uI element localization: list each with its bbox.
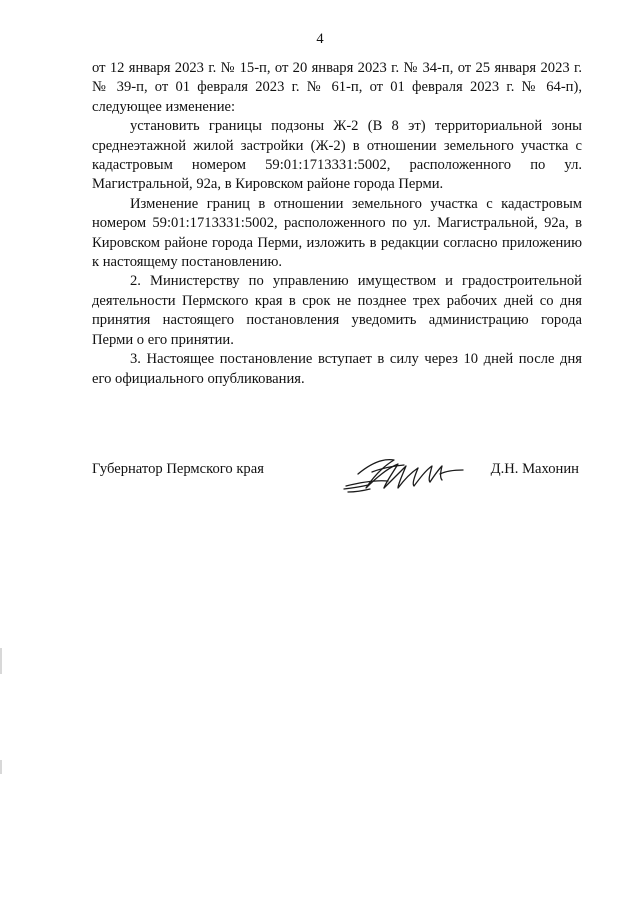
signatory-title: Губернатор Пермского края (92, 461, 264, 477)
scan-edge-mark (0, 648, 2, 674)
paragraph-boundary-amendment: Изменение границ в отношении земельного участка с кадастровым номером 59:01:1713331:5002, расположенного по ул. Магистральной, 92а, в Кировском районе города Перми, изложить в редакции согласно приложению к настоящему постановлению. (92, 195, 582, 271)
paragraph-ministry-notice: 2. Министерству по управлению имуществом и градостроительной деятельности Пермского края в срок не позднее трех рабочих дней со дня принятия настоящего постановления уведомить администрацию города Перми о его принятии. (92, 273, 582, 348)
signatory-name: Д.Н. Махонин (490, 461, 579, 477)
handwritten-signature (342, 452, 467, 498)
paragraph-boundary-change: установить границы подзоны Ж-2 (В 8 эт) территориальной зоны среднеэтажной жилой застройки (Ж-2) в отношении земельного участка с кадастровым номером 59:01:1713331:5002, расположенного по ул. Магистральной, 92а, в Кировском районе города Перми. (92, 118, 582, 193)
signature-block (92, 452, 582, 502)
paragraph-continuation: от 12 января 2023 г. № 15-п, от 20 января 2023 г. № 34-п, от 25 января 2023 г. № 39-п, от 01 февраля 2023 г. № 61-п, от 01 февраля 2023 г. № 64-п), следующее изменение: (92, 60, 582, 115)
document-body (92, 59, 582, 389)
paragraph-effective-date: 3. Настоящее постановление вступает в силу через 10 дней после дня его официального опубликования. (92, 351, 582, 387)
scan-edge-mark (0, 760, 2, 774)
page-number: 4 (316, 31, 324, 47)
